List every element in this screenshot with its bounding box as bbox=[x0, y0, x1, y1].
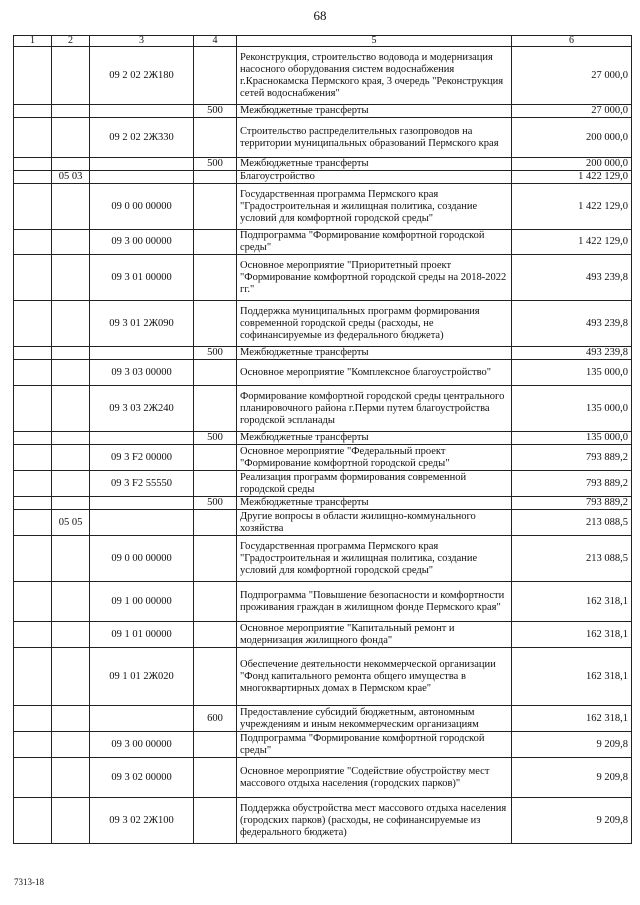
expense-type-code bbox=[194, 732, 237, 758]
expense-type-code: 500 bbox=[194, 158, 237, 171]
target-article-code bbox=[90, 510, 194, 536]
subsection-code bbox=[52, 622, 90, 648]
section-code bbox=[14, 732, 52, 758]
amount: 162 318,1 bbox=[512, 582, 632, 622]
item-name: Реализация программ формирования современной городской среды bbox=[237, 471, 512, 497]
amount: 493 239,8 bbox=[512, 347, 632, 360]
expense-type-code bbox=[194, 301, 237, 347]
amount: 1 422 129,0 bbox=[512, 230, 632, 255]
expense-type-code bbox=[194, 648, 237, 706]
item-name: Государственная программа Пермского края "Градостроительная и жилищная политика, создание условий для комфортной городской среды" bbox=[237, 184, 512, 230]
amount: 162 318,1 bbox=[512, 648, 632, 706]
expense-type-code bbox=[194, 360, 237, 386]
amount: 213 088,5 bbox=[512, 510, 632, 536]
section-code bbox=[14, 347, 52, 360]
section-code bbox=[14, 105, 52, 118]
amount: 1 422 129,0 bbox=[512, 171, 632, 184]
target-article-code: 09 3 F2 00000 bbox=[90, 445, 194, 471]
item-name: Формирование комфортной городской среды центрального планировочного района г.Перми путем благоустройства городской эспланады bbox=[237, 386, 512, 432]
subsection-code bbox=[52, 105, 90, 118]
table-row bbox=[14, 497, 632, 510]
target-article-code bbox=[90, 347, 194, 360]
amount: 162 318,1 bbox=[512, 706, 632, 732]
table-row bbox=[14, 471, 632, 497]
target-article-code: 09 2 02 2Ж180 bbox=[90, 47, 194, 105]
table-row bbox=[14, 582, 632, 622]
amount: 9 209,8 bbox=[512, 758, 632, 798]
target-article-code: 09 3 02 2Ж100 bbox=[90, 798, 194, 844]
subsection-code bbox=[52, 47, 90, 105]
column-header-5: 5 bbox=[237, 36, 512, 47]
expense-type-code bbox=[194, 758, 237, 798]
expense-type-code: 500 bbox=[194, 105, 237, 118]
subsection-code bbox=[52, 732, 90, 758]
section-code bbox=[14, 582, 52, 622]
section-code bbox=[14, 301, 52, 347]
amount: 493 239,8 bbox=[512, 301, 632, 347]
table-row bbox=[14, 510, 632, 536]
subsection-code bbox=[52, 582, 90, 622]
subsection-code bbox=[52, 230, 90, 255]
table-row bbox=[14, 648, 632, 706]
item-name: Межбюджетные трансферты bbox=[237, 105, 512, 118]
item-name: Основное мероприятие "Федеральный проект "Формирование комфортной городской среды" bbox=[237, 445, 512, 471]
subsection-code bbox=[52, 497, 90, 510]
expense-type-code bbox=[194, 255, 237, 301]
item-name: Подпрограмма "Формирование комфортной городской среды" bbox=[237, 230, 512, 255]
table-row bbox=[14, 798, 632, 844]
subsection-code: 05 05 bbox=[52, 510, 90, 536]
table-row bbox=[14, 732, 632, 758]
expense-type-code bbox=[194, 230, 237, 255]
item-name: Строительство распределительных газопроводов на территории муниципальных образований Пермского края bbox=[237, 118, 512, 158]
table-row bbox=[14, 386, 632, 432]
column-header-1: 1 bbox=[14, 36, 52, 47]
amount: 200 000,0 bbox=[512, 118, 632, 158]
subsection-code bbox=[52, 471, 90, 497]
item-name: Обеспечение деятельности некоммерческой организации "Фонд капитального ремонта общего имущества в многоквартирных домах в Пермском крае" bbox=[237, 648, 512, 706]
table-row bbox=[14, 432, 632, 445]
amount: 27 000,0 bbox=[512, 105, 632, 118]
column-header-3: 3 bbox=[90, 36, 194, 47]
target-article-code: 09 3 01 00000 bbox=[90, 255, 194, 301]
target-article-code: 09 3 00 00000 bbox=[90, 732, 194, 758]
table-row bbox=[14, 230, 632, 255]
subsection-code bbox=[52, 432, 90, 445]
item-name: Межбюджетные трансферты bbox=[237, 158, 512, 171]
target-article-code bbox=[90, 105, 194, 118]
section-code bbox=[14, 798, 52, 844]
target-article-code: 09 3 F2 55550 bbox=[90, 471, 194, 497]
subsection-code bbox=[52, 798, 90, 844]
target-article-code: 09 1 01 2Ж020 bbox=[90, 648, 194, 706]
expense-type-code bbox=[194, 171, 237, 184]
target-article-code: 09 2 02 2Ж330 bbox=[90, 118, 194, 158]
amount: 213 088,5 bbox=[512, 536, 632, 582]
item-name: Межбюджетные трансферты bbox=[237, 432, 512, 445]
subsection-code bbox=[52, 158, 90, 171]
subsection-code bbox=[52, 301, 90, 347]
expense-type-code: 500 bbox=[194, 432, 237, 445]
table-row bbox=[14, 255, 632, 301]
table-row bbox=[14, 706, 632, 732]
table-row bbox=[14, 536, 632, 582]
section-code bbox=[14, 386, 52, 432]
amount: 793 889,2 bbox=[512, 445, 632, 471]
item-name: Основное мероприятие "Комплексное благоустройство" bbox=[237, 360, 512, 386]
target-article-code: 09 3 03 00000 bbox=[90, 360, 194, 386]
target-article-code: 09 1 00 00000 bbox=[90, 582, 194, 622]
expense-type-code bbox=[194, 536, 237, 582]
column-header-4: 4 bbox=[194, 36, 237, 47]
section-code bbox=[14, 706, 52, 732]
amount: 793 889,2 bbox=[512, 471, 632, 497]
amount: 27 000,0 bbox=[512, 47, 632, 105]
subsection-code bbox=[52, 347, 90, 360]
expense-type-code bbox=[194, 47, 237, 105]
expense-type-code bbox=[194, 798, 237, 844]
item-name: Подпрограмма "Повышение безопасности и комфортности проживания граждан в жилищном фонде Пермского края" bbox=[237, 582, 512, 622]
table-row bbox=[14, 360, 632, 386]
item-name: Поддержка муниципальных программ формирования современной городской среды (расходы, не софинансируемые из федерального бюджета) bbox=[237, 301, 512, 347]
amount: 1 422 129,0 bbox=[512, 184, 632, 230]
header-row bbox=[14, 36, 632, 47]
target-article-code: 09 0 00 00000 bbox=[90, 184, 194, 230]
expense-type-code bbox=[194, 118, 237, 158]
expense-type-code bbox=[194, 471, 237, 497]
table-row bbox=[14, 184, 632, 230]
amount: 135 000,0 bbox=[512, 360, 632, 386]
section-code bbox=[14, 471, 52, 497]
item-name: Подпрограмма "Формирование комфортной городской среды" bbox=[237, 732, 512, 758]
target-article-code: 09 1 01 00000 bbox=[90, 622, 194, 648]
target-article-code bbox=[90, 432, 194, 445]
subsection-code bbox=[52, 184, 90, 230]
expense-type-code: 500 bbox=[194, 497, 237, 510]
target-article-code: 09 3 00 00000 bbox=[90, 230, 194, 255]
section-code bbox=[14, 171, 52, 184]
table-row bbox=[14, 118, 632, 158]
subsection-code bbox=[52, 706, 90, 732]
section-code bbox=[14, 758, 52, 798]
table-row bbox=[14, 758, 632, 798]
item-name: Государственная программа Пермского края "Градостроительная и жилищная политика, создание условий для комфортной городской среды" bbox=[237, 536, 512, 582]
section-code bbox=[14, 497, 52, 510]
table-row bbox=[14, 105, 632, 118]
section-code bbox=[14, 47, 52, 105]
column-header-2: 2 bbox=[52, 36, 90, 47]
table-row bbox=[14, 158, 632, 171]
item-name: Основное мероприятие "Приоритетный проект "Формирование комфортной городской среды на 2018-2022 гг." bbox=[237, 255, 512, 301]
expense-type-code bbox=[194, 582, 237, 622]
amount: 9 209,8 bbox=[512, 732, 632, 758]
budget-table bbox=[13, 35, 632, 844]
section-code bbox=[14, 510, 52, 536]
amount: 162 318,1 bbox=[512, 622, 632, 648]
table-row bbox=[14, 47, 632, 105]
target-article-code: 09 3 02 00000 bbox=[90, 758, 194, 798]
table-row bbox=[14, 301, 632, 347]
expense-type-code: 600 bbox=[194, 706, 237, 732]
subsection-code bbox=[52, 758, 90, 798]
subsection-code bbox=[52, 360, 90, 386]
subsection-code bbox=[52, 445, 90, 471]
expense-type-code bbox=[194, 386, 237, 432]
target-article-code bbox=[90, 171, 194, 184]
subsection-code bbox=[52, 536, 90, 582]
section-code bbox=[14, 536, 52, 582]
amount: 200 000,0 bbox=[512, 158, 632, 171]
subsection-code bbox=[52, 118, 90, 158]
section-code bbox=[14, 648, 52, 706]
table-row bbox=[14, 445, 632, 471]
section-code bbox=[14, 445, 52, 471]
target-article-code bbox=[90, 706, 194, 732]
item-name: Основное мероприятие "Капитальный ремонт и модернизация жилищного фонда" bbox=[237, 622, 512, 648]
amount: 135 000,0 bbox=[512, 386, 632, 432]
section-code bbox=[14, 118, 52, 158]
page-number: 68 bbox=[313, 8, 327, 23]
amount: 9 209,8 bbox=[512, 798, 632, 844]
subsection-code: 05 03 bbox=[52, 171, 90, 184]
target-article-code: 09 3 03 2Ж240 bbox=[90, 386, 194, 432]
target-article-code: 09 0 00 00000 bbox=[90, 536, 194, 582]
expense-type-code: 500 bbox=[194, 347, 237, 360]
subsection-code bbox=[52, 255, 90, 301]
expense-type-code bbox=[194, 622, 237, 648]
table-row bbox=[14, 347, 632, 360]
subsection-code bbox=[52, 648, 90, 706]
amount: 493 239,8 bbox=[512, 255, 632, 301]
table-row bbox=[14, 622, 632, 648]
target-article-code bbox=[90, 497, 194, 510]
section-code bbox=[14, 184, 52, 230]
item-name: Поддержка обустройства мест массового отдыха населения (городских парков) (расходы, не софинансируемые из федерального бюджета) bbox=[237, 798, 512, 844]
column-header-6: 6 bbox=[512, 36, 632, 47]
expense-type-code bbox=[194, 510, 237, 536]
item-name: Реконструкция, строительство водовода и модернизация насосного оборудования систем водоснабжения г.Краснокамска Пермского края, 3 очередь "Реконструкция сетей водоснабжения" bbox=[237, 47, 512, 105]
section-code bbox=[14, 622, 52, 648]
table-row bbox=[14, 171, 632, 184]
expense-type-code bbox=[194, 184, 237, 230]
section-code bbox=[14, 360, 52, 386]
section-code bbox=[14, 255, 52, 301]
item-name: Предоставление субсидий бюджетным, автономным учреждениям и иным некоммерческим организациям bbox=[237, 706, 512, 732]
item-name: Межбюджетные трансферты bbox=[237, 497, 512, 510]
footer-code: 7313-18 bbox=[14, 877, 44, 887]
item-name: Другие вопросы в области жилищно-коммунального хозяйства bbox=[237, 510, 512, 536]
subsection-code bbox=[52, 386, 90, 432]
amount: 135 000,0 bbox=[512, 432, 632, 445]
section-code bbox=[14, 432, 52, 445]
item-name: Благоустройство bbox=[237, 171, 512, 184]
target-article-code: 09 3 01 2Ж090 bbox=[90, 301, 194, 347]
section-code bbox=[14, 230, 52, 255]
item-name: Межбюджетные трансферты bbox=[237, 347, 512, 360]
section-code bbox=[14, 158, 52, 171]
amount: 793 889,2 bbox=[512, 497, 632, 510]
target-article-code bbox=[90, 158, 194, 171]
item-name: Основное мероприятие "Содействие обустройству мест массового отдыха населения (городских парков)" bbox=[237, 758, 512, 798]
expense-type-code bbox=[194, 445, 237, 471]
